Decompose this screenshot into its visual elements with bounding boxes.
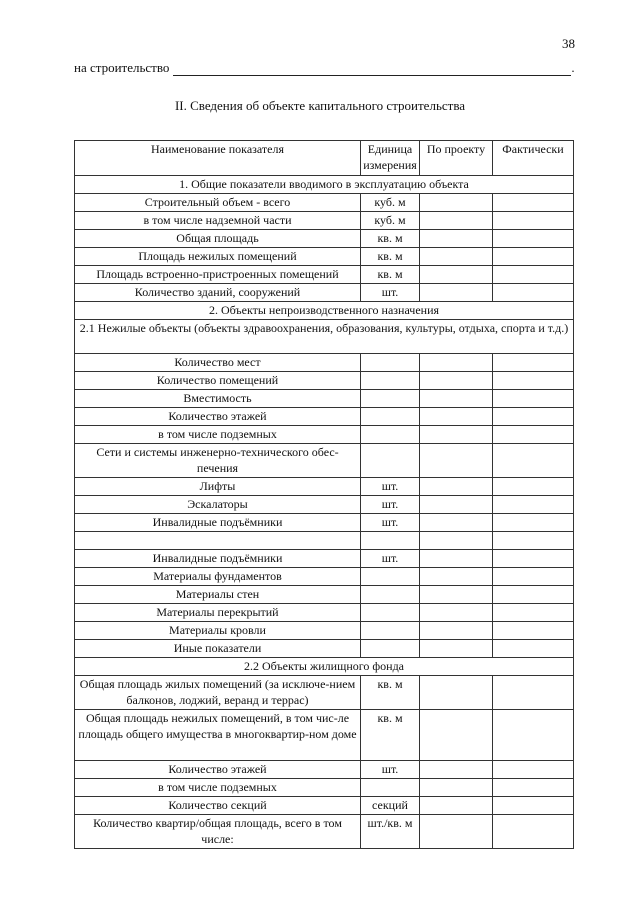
row-project[interactable]: [420, 586, 493, 604]
row-unit: кв. м: [361, 248, 420, 266]
row-project[interactable]: [420, 390, 493, 408]
row-actual[interactable]: [493, 230, 574, 248]
table-row: [75, 390, 574, 408]
row-unit: шт.: [361, 478, 420, 496]
table-row: [75, 266, 574, 284]
row-name: Лифты: [75, 478, 361, 496]
row-name: Количество зданий, сооружений: [75, 284, 361, 302]
row-name: Количество секций: [75, 797, 361, 815]
row-project[interactable]: [420, 212, 493, 230]
row-actual[interactable]: [493, 514, 574, 532]
row-actual[interactable]: [493, 478, 574, 496]
table-row: [75, 622, 574, 640]
row-project[interactable]: [420, 230, 493, 248]
row-actual[interactable]: [493, 568, 574, 586]
table-row: [75, 444, 574, 478]
row-name: Количество этажей: [75, 761, 361, 779]
group-2: 2. Объекты непроизводственного назначения: [75, 302, 574, 320]
row-name: Строительный объем - всего: [75, 194, 361, 212]
row-unit: кв. м: [361, 710, 420, 761]
row-name: в том числе надземной части: [75, 212, 361, 230]
group-2-1: 2.1 Нежилые объекты (объекты здравоохранения, образования, культуры, отдыха, спорта и т.д.): [75, 320, 574, 354]
table-row: [75, 408, 574, 426]
row-name: Количество помещений: [75, 372, 361, 390]
group-row: [75, 658, 574, 676]
row-name: Иные показатели: [75, 640, 361, 658]
row-name: Материалы кровли: [75, 622, 361, 640]
row-unit: [361, 444, 420, 478]
group-1: 1. Общие показатели вводимого в эксплуатацию объекта: [75, 176, 574, 194]
row-unit: куб. м: [361, 212, 420, 230]
table-row: [75, 640, 574, 658]
row-actual[interactable]: [493, 212, 574, 230]
row-project[interactable]: [420, 478, 493, 496]
row-project[interactable]: [420, 496, 493, 514]
row-unit: [361, 622, 420, 640]
table-row: [75, 514, 574, 532]
row-unit: кв. м: [361, 676, 420, 710]
row-actual[interactable]: [493, 676, 574, 710]
row-actual[interactable]: [493, 815, 574, 849]
row-unit: [361, 390, 420, 408]
table-row: [75, 797, 574, 815]
row-project[interactable]: [420, 284, 493, 302]
table-row: [75, 532, 574, 550]
row-project[interactable]: [420, 568, 493, 586]
row-unit: [361, 372, 420, 390]
header-name: Наименование показателя: [75, 141, 361, 176]
header-project: По проекту: [420, 141, 493, 176]
row-actual[interactable]: [493, 604, 574, 622]
row-unit: кв. м: [361, 266, 420, 284]
row-name: Материалы стен: [75, 586, 361, 604]
row-name: в том числе подземных: [75, 779, 361, 797]
row-unit: шт.: [361, 761, 420, 779]
row-actual[interactable]: [493, 797, 574, 815]
row-unit: [361, 604, 420, 622]
row-actual[interactable]: [493, 248, 574, 266]
row-unit: [361, 568, 420, 586]
subject-end: .: [571, 60, 575, 75]
table-row: [75, 230, 574, 248]
table-row: [75, 586, 574, 604]
group-row: [75, 176, 574, 194]
row-name: Материалы фундаментов: [75, 568, 361, 586]
row-unit: шт.: [361, 514, 420, 532]
row-name: Материалы перекрытий: [75, 604, 361, 622]
table-row: [75, 212, 574, 230]
row-actual[interactable]: [493, 354, 574, 372]
table-row: [75, 568, 574, 586]
row-unit: [361, 408, 420, 426]
table-row: [75, 815, 574, 849]
table-row: [75, 710, 574, 761]
row-project[interactable]: [420, 426, 493, 444]
row-actual[interactable]: [493, 266, 574, 284]
row-unit: [361, 426, 420, 444]
row-project[interactable]: [420, 248, 493, 266]
row-unit: [361, 586, 420, 604]
row-project[interactable]: [420, 550, 493, 568]
row-project[interactable]: [420, 444, 493, 478]
row-unit: [361, 354, 420, 372]
row-actual[interactable]: [493, 550, 574, 568]
group-2-2: 2.2 Объекты жилищного фонда: [75, 658, 574, 676]
subject-fill-line: [173, 63, 571, 76]
row-unit: шт./кв. м: [361, 815, 420, 849]
table-row: [75, 248, 574, 266]
row-name: Площадь встроенно-пристроенных помещений: [75, 266, 361, 284]
header-unit: Единица измерения: [361, 141, 420, 176]
row-name: Количество этажей: [75, 408, 361, 426]
row-actual[interactable]: [493, 586, 574, 604]
table-row: [75, 676, 574, 710]
row-name: Количество мест: [75, 354, 361, 372]
row-project[interactable]: [420, 797, 493, 815]
row-project[interactable]: [420, 710, 493, 761]
table-row: [75, 372, 574, 390]
row-name: Количество квартир/общая площадь, всего в том числе:: [75, 815, 361, 849]
subject-line: [74, 60, 575, 76]
row-unit: куб. м: [361, 194, 420, 212]
table-header-row: [75, 141, 574, 176]
row-actual[interactable]: [493, 640, 574, 658]
row-unit: секций: [361, 797, 420, 815]
row-unit: шт.: [361, 284, 420, 302]
row-name: Общая площадь нежилых помещений, в том чис-ле площадь общего имущества в многоквартир-ном доме: [75, 710, 361, 761]
row-actual[interactable]: [493, 496, 574, 514]
table-row: [75, 604, 574, 622]
row-unit: [361, 779, 420, 797]
table-row: [75, 761, 574, 779]
row-name: Эскалаторы: [75, 496, 361, 514]
group-row: [75, 320, 574, 354]
table-row: [75, 354, 574, 372]
table-row: [75, 779, 574, 797]
table-row: [75, 194, 574, 212]
row-project[interactable]: [420, 354, 493, 372]
table-row: [75, 478, 574, 496]
row-project[interactable]: [420, 779, 493, 797]
row-actual[interactable]: [493, 444, 574, 478]
row-actual[interactable]: [493, 622, 574, 640]
row-name: [75, 532, 361, 550]
row-unit: [361, 640, 420, 658]
row-actual[interactable]: [493, 710, 574, 761]
row-project[interactable]: [420, 622, 493, 640]
row-project[interactable]: [420, 408, 493, 426]
row-unit: шт.: [361, 550, 420, 568]
section-title: II. Сведения об объекте капитального строительства: [174, 98, 466, 113]
row-project[interactable]: [420, 194, 493, 212]
header-actual: Фактически: [493, 141, 574, 176]
row-unit: кв. м: [361, 230, 420, 248]
page-number: 38: [562, 36, 575, 51]
row-name: Площадь нежилых помещений: [75, 248, 361, 266]
row-name: в том числе подземных: [75, 426, 361, 444]
table-row: [75, 284, 574, 302]
row-project[interactable]: [420, 604, 493, 622]
row-name: Общая площадь жилых помещений (за исключе-нием балконов, лоджий, веранд и террас): [75, 676, 361, 710]
row-project[interactable]: [420, 372, 493, 390]
row-actual[interactable]: [493, 408, 574, 426]
row-name: Инвалидные подъёмники: [75, 550, 361, 568]
table-row: [75, 426, 574, 444]
row-unit: [361, 532, 420, 550]
row-actual[interactable]: [493, 284, 574, 302]
row-project[interactable]: [420, 532, 493, 550]
row-actual[interactable]: [493, 532, 574, 550]
row-name: Общая площадь: [75, 230, 361, 248]
group-row: [75, 302, 574, 320]
row-project[interactable]: [420, 761, 493, 779]
row-project[interactable]: [420, 640, 493, 658]
row-actual[interactable]: [493, 194, 574, 212]
table-row: [75, 496, 574, 514]
row-unit: шт.: [361, 496, 420, 514]
row-project[interactable]: [420, 676, 493, 710]
table-row: [75, 550, 574, 568]
row-name: Вместимость: [75, 390, 361, 408]
row-actual[interactable]: [493, 761, 574, 779]
row-project[interactable]: [420, 514, 493, 532]
subject-label: на строительство: [74, 60, 170, 75]
row-project[interactable]: [420, 266, 493, 284]
row-actual[interactable]: [493, 372, 574, 390]
row-actual[interactable]: [493, 779, 574, 797]
row-actual[interactable]: [493, 426, 574, 444]
row-name: Сети и системы инженерно-технического обес-печения: [75, 444, 361, 478]
row-name: Инвалидные подъёмники: [75, 514, 361, 532]
row-actual[interactable]: [493, 390, 574, 408]
indicators-table: [74, 140, 574, 849]
row-project[interactable]: [420, 815, 493, 849]
